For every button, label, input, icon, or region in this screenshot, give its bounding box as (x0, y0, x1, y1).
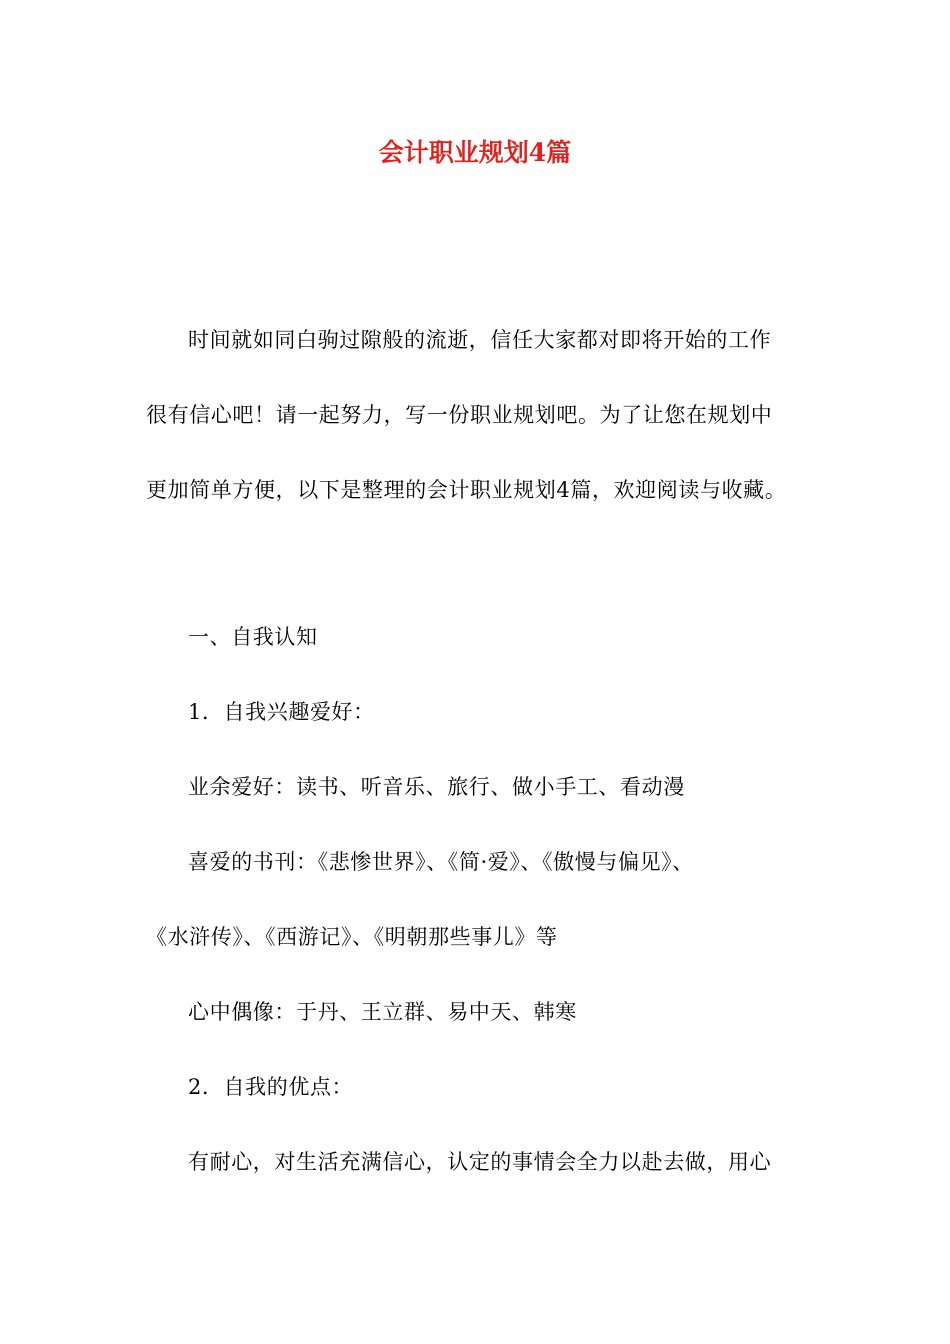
intro-line-1: 时间就如同白驹过隙般的流逝，信任大家都对即将开始的工作 (188, 328, 772, 352)
books-line-2: 《水浒传》、《西游记》、《明朝那些事儿》等 (146, 925, 558, 949)
idols-line: 心中偶像：于丹、王立群、易中天、韩寒 (188, 1000, 577, 1024)
item2-heading: 2．自我的优点： (188, 1075, 354, 1099)
books-line-1: 喜爱的书刊：《悲惨世界》、《简·爱》、《傲慢与偏见》、 (188, 850, 694, 874)
strengths-line-1: 有耐心，对生活充满信心，认定的事情会全力以赴去做，用心 (188, 1150, 772, 1174)
document-title: 会计职业规划4篇 (378, 138, 572, 167)
intro-line-3: 更加简单方便，以下是整理的会计职业规划4篇，欢迎阅读与收藏。 (146, 478, 787, 502)
item1-heading: 1．自我兴趣爱好： (188, 700, 375, 724)
intro-line-2: 很有信心吧！请一起努力，写一份职业规划吧。为了让您在规划中 (146, 403, 773, 427)
section-heading: 一、自我认知 (188, 625, 318, 649)
hobbies-line: 业余爱好：读书、听音乐、旅行、做小手工、看动漫 (188, 775, 685, 799)
